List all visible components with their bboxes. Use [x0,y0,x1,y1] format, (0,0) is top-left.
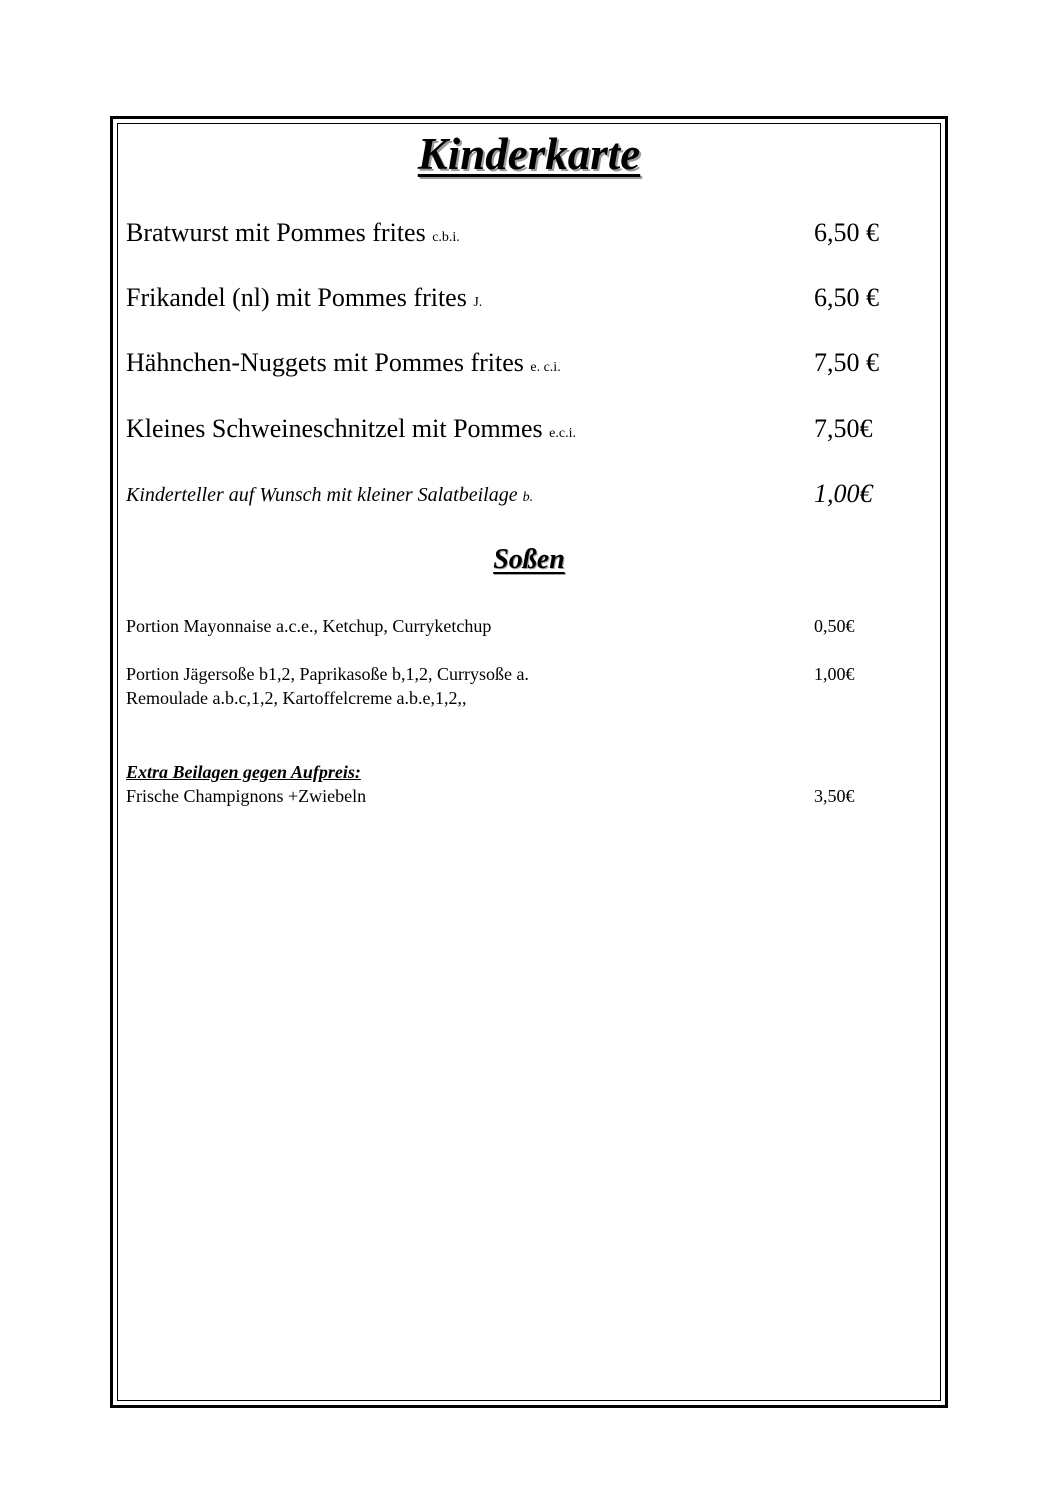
sauce-line: Portion Mayonnaise a.c.e., Ketchup, Curryketchup [126,616,492,636]
menu-item-schnitzel [126,414,576,444]
extras-heading: Extra Beilagen gegen Aufpreis: [126,762,361,782]
menu-item-name: Bratwurst mit Pommes frites [126,218,426,247]
sauce-line-continued: Remoulade a.b.c,1,2, Kartoffelcreme a.b.e,1,2,, [126,688,467,708]
menu-item-name: Kinderteller auf Wunsch mit kleiner Salatbeilage [126,484,518,506]
menu-item-kinderteller [126,484,533,507]
menu-item-price: 1,00€ [814,479,873,508]
page-title: Kinderkarte [417,129,641,179]
extras-price: 3,50€ [814,786,855,806]
extras-item: Frische Champignons +Zwiebeln [126,786,367,806]
section-title-sauces: Soßen [493,544,565,575]
sauce-price: 1,00€ [814,664,855,684]
allergen-codes: b. [522,490,534,505]
menu-item-bratwurst [126,218,460,248]
menu-item-name: Kleines Schweineschnitzel mit Pommes [126,414,543,443]
allergen-codes: J. [473,295,483,310]
allergen-codes: e.c.i. [549,426,576,441]
menu-item-frikandel [126,283,482,313]
sauce-price: 0,50€ [814,616,855,636]
menu-item-price: 6,50 € [814,218,879,247]
menu-item-price: 6,50 € [814,283,879,312]
menu-item-name: Hähnchen-Nuggets mit Pommes frites [126,348,524,377]
menu-item-name: Frikandel (nl) mit Pommes frites [126,283,467,312]
allergen-codes: e. c.i. [530,360,561,375]
menu-item-price: 7,50 € [814,348,879,377]
menu-item-nuggets [126,348,561,378]
sauce-line: Portion Jägersoße b1,2, Paprikasoße b,1,2, Currysoße a. [126,664,529,684]
allergen-codes: c.b.i. [432,230,460,245]
menu-item-price: 7,50€ [814,414,873,443]
